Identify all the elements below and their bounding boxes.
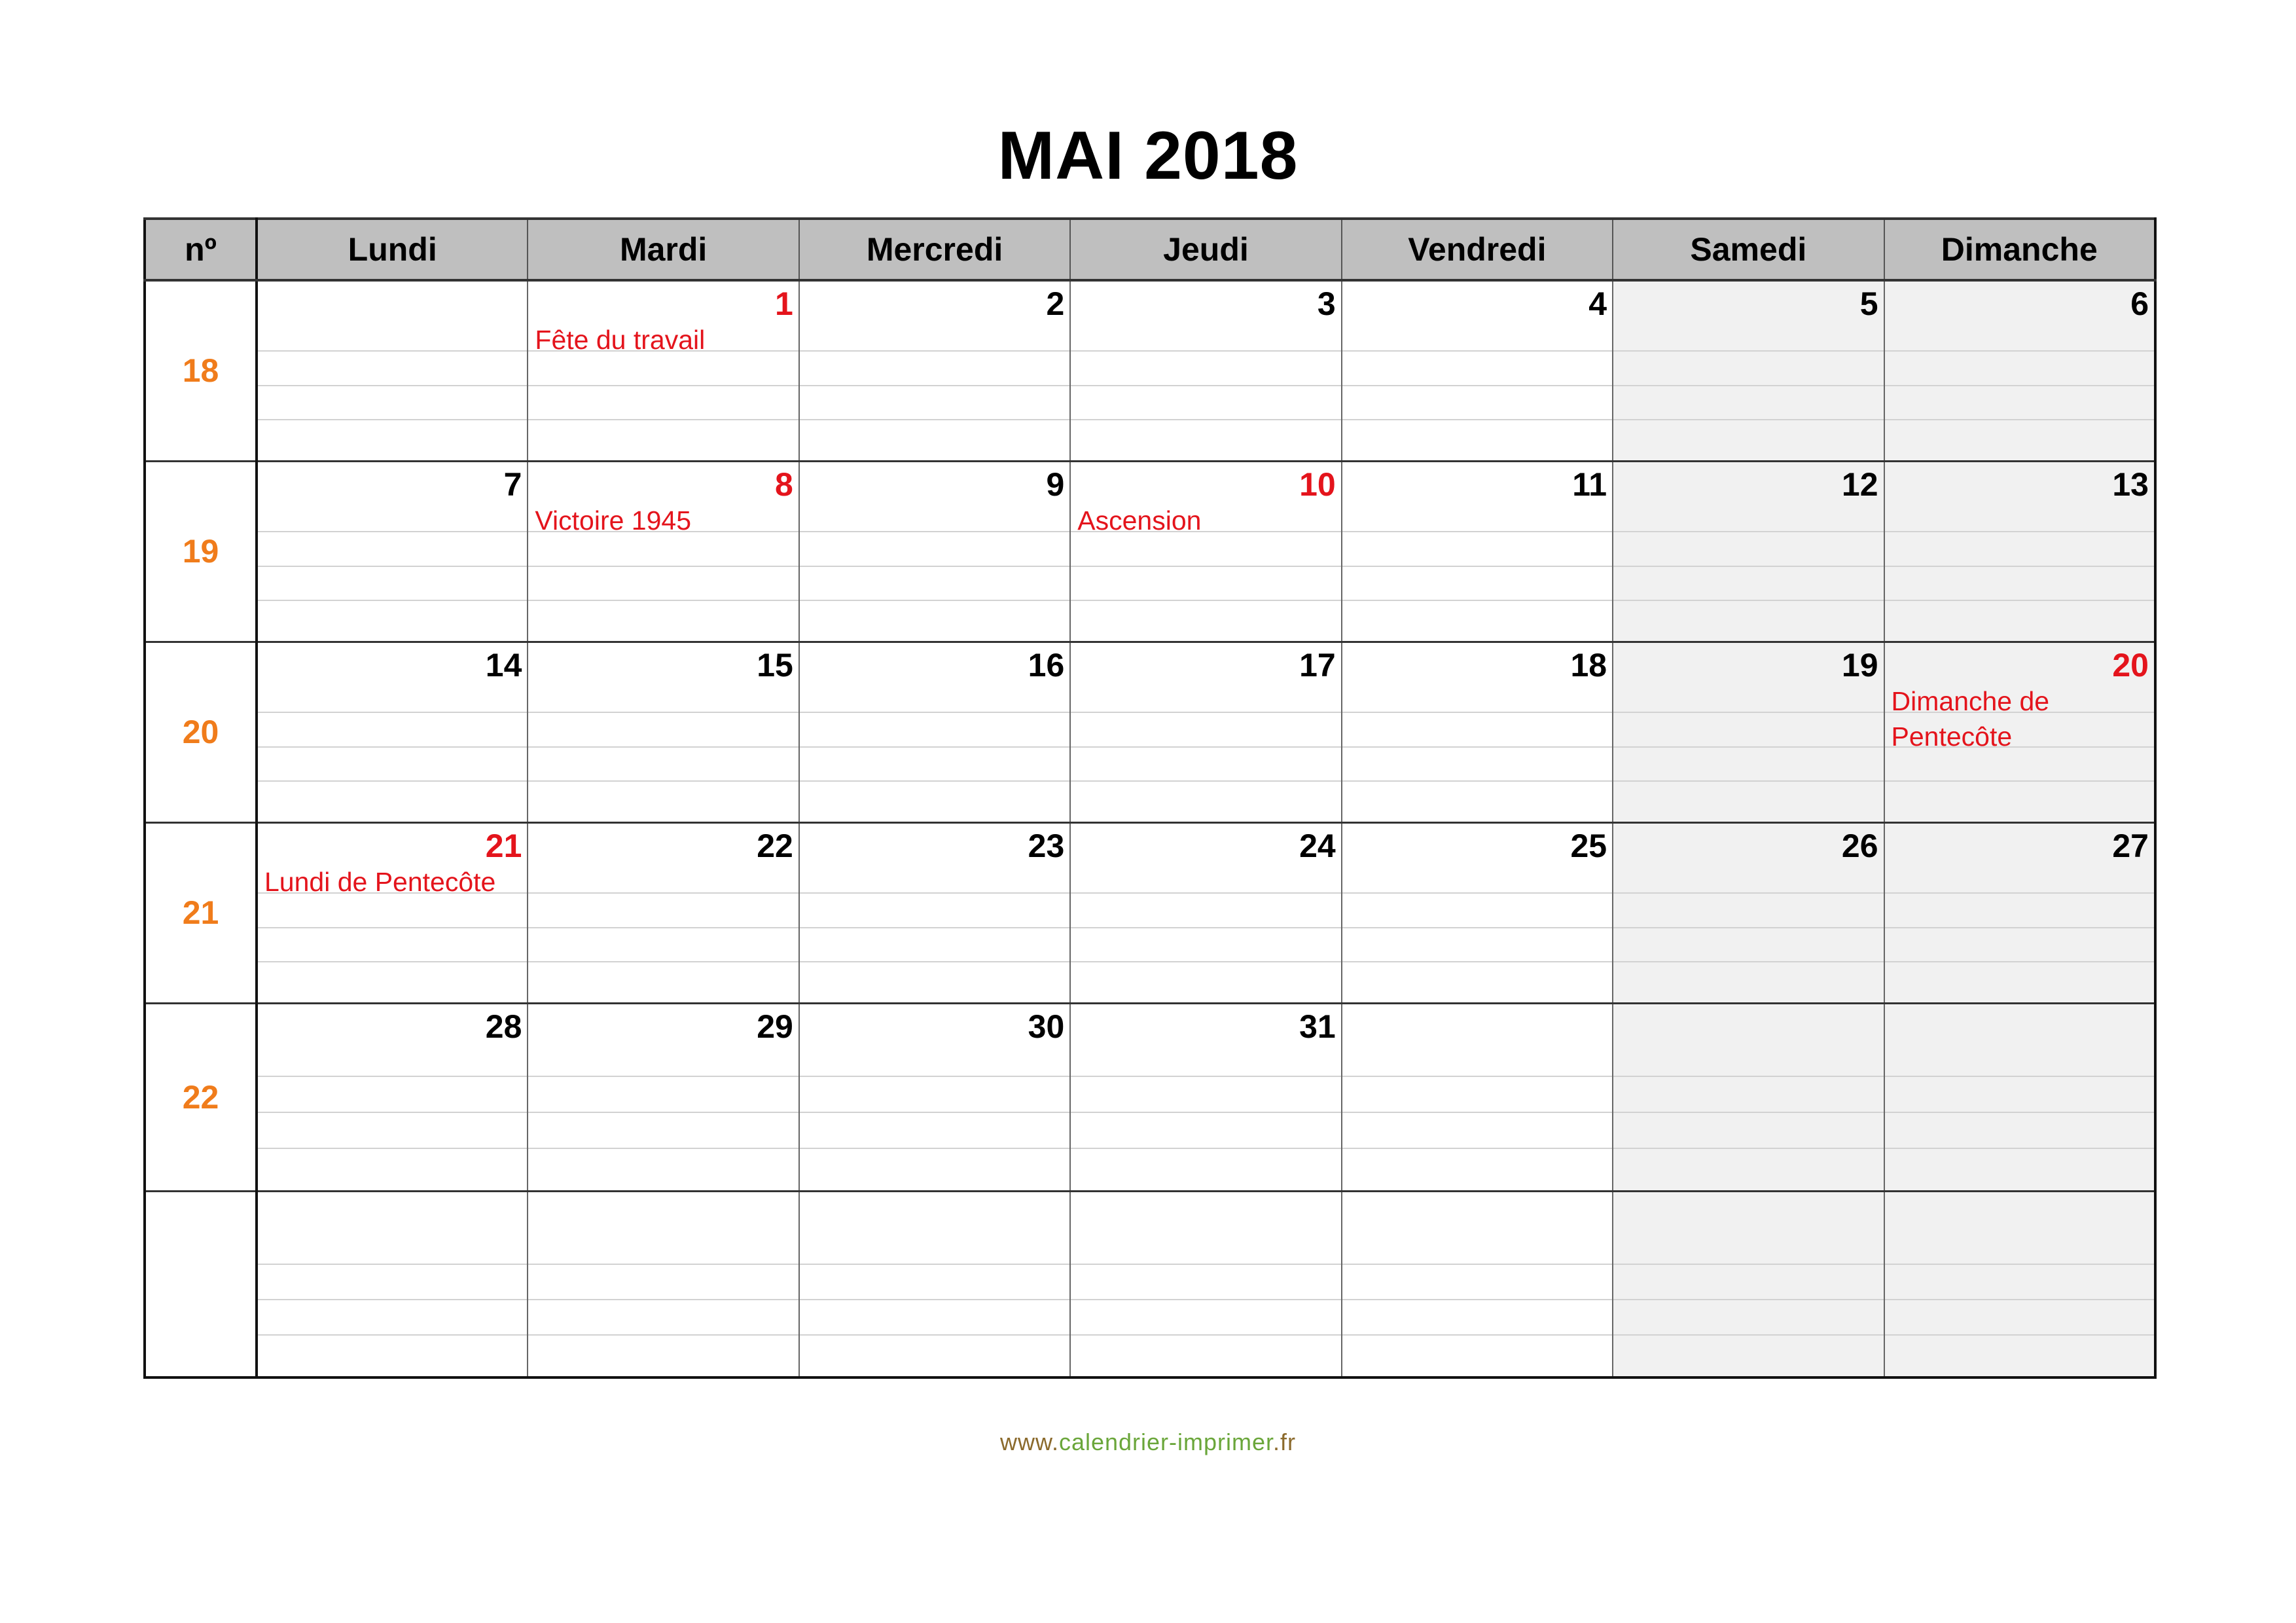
day-cell	[528, 280, 798, 461]
footer-part-tld: .fr	[1273, 1429, 1297, 1455]
day-cell	[257, 642, 528, 822]
day-cell	[1342, 1191, 1613, 1377]
day-number: 31	[1299, 1008, 1336, 1045]
day-number: 8	[775, 465, 793, 503]
day-number: 19	[1841, 646, 1878, 684]
weekend-cell	[1613, 280, 1884, 461]
day-cell	[528, 822, 798, 1003]
day-cell	[1070, 461, 1341, 642]
day-cell	[1070, 280, 1341, 461]
week-number	[145, 1191, 257, 1377]
day-cell	[799, 642, 1070, 822]
week-number: 20	[145, 642, 257, 822]
day-cell	[799, 822, 1070, 1003]
day-cell	[1070, 642, 1341, 822]
day-number: 7	[503, 465, 522, 503]
weekend-cell	[1613, 1191, 1884, 1377]
day-number: 6	[2130, 285, 2149, 322]
day-number: 3	[1317, 285, 1336, 322]
day-cell	[799, 280, 1070, 461]
day-number: 16	[1028, 646, 1065, 684]
day-number: 2	[1046, 285, 1065, 322]
day-number: 25	[1570, 827, 1607, 864]
header-row	[145, 219, 2155, 280]
week-row	[145, 1003, 2155, 1191]
day-header-sunday: Dimanche	[1884, 219, 2155, 280]
day-header-tuesday: Mardi	[528, 219, 798, 280]
day-number: 30	[1028, 1008, 1065, 1045]
week-row	[145, 1191, 2155, 1377]
holiday-label: Ascension	[1077, 505, 1202, 536]
weekend-cell	[1613, 1003, 1884, 1191]
day-header-friday: Vendredi	[1342, 219, 1613, 280]
weekend-cell	[1884, 1003, 2155, 1191]
weekend-cell	[1884, 822, 2155, 1003]
day-cell	[528, 1003, 798, 1191]
calendar-title: MAI 2018	[997, 118, 1299, 194]
day-cell	[1070, 822, 1341, 1003]
day-number: 13	[2112, 465, 2149, 503]
day-number: 23	[1028, 827, 1065, 864]
day-cell	[799, 1191, 1070, 1377]
day-number: 26	[1841, 827, 1878, 864]
week-number: 21	[145, 822, 257, 1003]
holiday-label: Lundi de Pentecôte	[264, 866, 496, 897]
day-number: 14	[485, 646, 522, 684]
day-number: 28	[485, 1008, 522, 1045]
day-number: 11	[1572, 465, 1607, 503]
weekend-cell	[1613, 642, 1884, 822]
weekend-cell	[1884, 642, 2155, 822]
weekend-cell	[1884, 461, 2155, 642]
day-cell	[799, 1003, 1070, 1191]
day-cell	[1070, 1003, 1341, 1191]
day-cell	[799, 461, 1070, 642]
holiday-label: Fête du travail	[535, 325, 706, 355]
day-cell	[528, 1191, 798, 1377]
day-number: 17	[1299, 646, 1336, 684]
holiday-label	[1892, 684, 2149, 754]
day-number: 1	[775, 285, 793, 322]
day-cell	[1342, 1003, 1613, 1191]
day-cell	[528, 642, 798, 822]
footer-part-domain: calendrier-imprimer	[1058, 1429, 1274, 1455]
day-number: 9	[1046, 465, 1065, 503]
week-row	[145, 642, 2155, 822]
day-number: 24	[1299, 827, 1336, 864]
day-header-monday: Lundi	[257, 219, 528, 280]
day-cell	[257, 1191, 528, 1377]
week-row	[145, 822, 2155, 1003]
week-number: 22	[145, 1003, 257, 1191]
day-number: 12	[1841, 465, 1878, 503]
day-cell	[257, 461, 528, 642]
day-number: 21	[485, 827, 522, 864]
footer-part-www: www.	[999, 1429, 1059, 1455]
day-cell	[528, 461, 798, 642]
holiday-label-line1: Dimanche de	[1891, 685, 2050, 716]
day-number: 18	[1570, 646, 1607, 684]
day-cell	[257, 280, 528, 461]
calendar-grid	[143, 217, 2157, 1379]
day-cell	[257, 1003, 528, 1191]
weekend-cell	[1884, 280, 2155, 461]
day-header-saturday: Samedi	[1613, 219, 1884, 280]
day-number: 15	[757, 646, 793, 684]
day-cell	[1342, 280, 1613, 461]
day-cell	[1342, 822, 1613, 1003]
day-number: 22	[757, 827, 793, 864]
day-number: 5	[1859, 285, 1878, 322]
week-number: 19	[145, 461, 257, 642]
day-number: 20	[2112, 646, 2149, 684]
day-cell	[1070, 1191, 1341, 1377]
week-number: 18	[145, 280, 257, 461]
day-header-thursday: Jeudi	[1070, 219, 1341, 280]
weekend-cell	[1613, 461, 1884, 642]
day-cell	[1342, 642, 1613, 822]
week-number-header: nº	[145, 219, 257, 280]
weekend-cell	[1613, 822, 1884, 1003]
weekend-cell	[1884, 1191, 2155, 1377]
holiday-label: Victoire 1945	[535, 505, 691, 536]
day-number: 29	[757, 1008, 793, 1045]
day-cell	[257, 822, 528, 1003]
week-row	[145, 280, 2155, 461]
day-cell	[1342, 461, 1613, 642]
website-footer[interactable]	[0, 1429, 2296, 1456]
week-row	[145, 461, 2155, 642]
day-header-wednesday: Mercredi	[799, 219, 1070, 280]
holiday-label-line2: Pentecôte	[1891, 721, 2013, 752]
day-number: 27	[2112, 827, 2149, 864]
day-number: 10	[1299, 465, 1336, 503]
day-number: 4	[1588, 285, 1607, 322]
